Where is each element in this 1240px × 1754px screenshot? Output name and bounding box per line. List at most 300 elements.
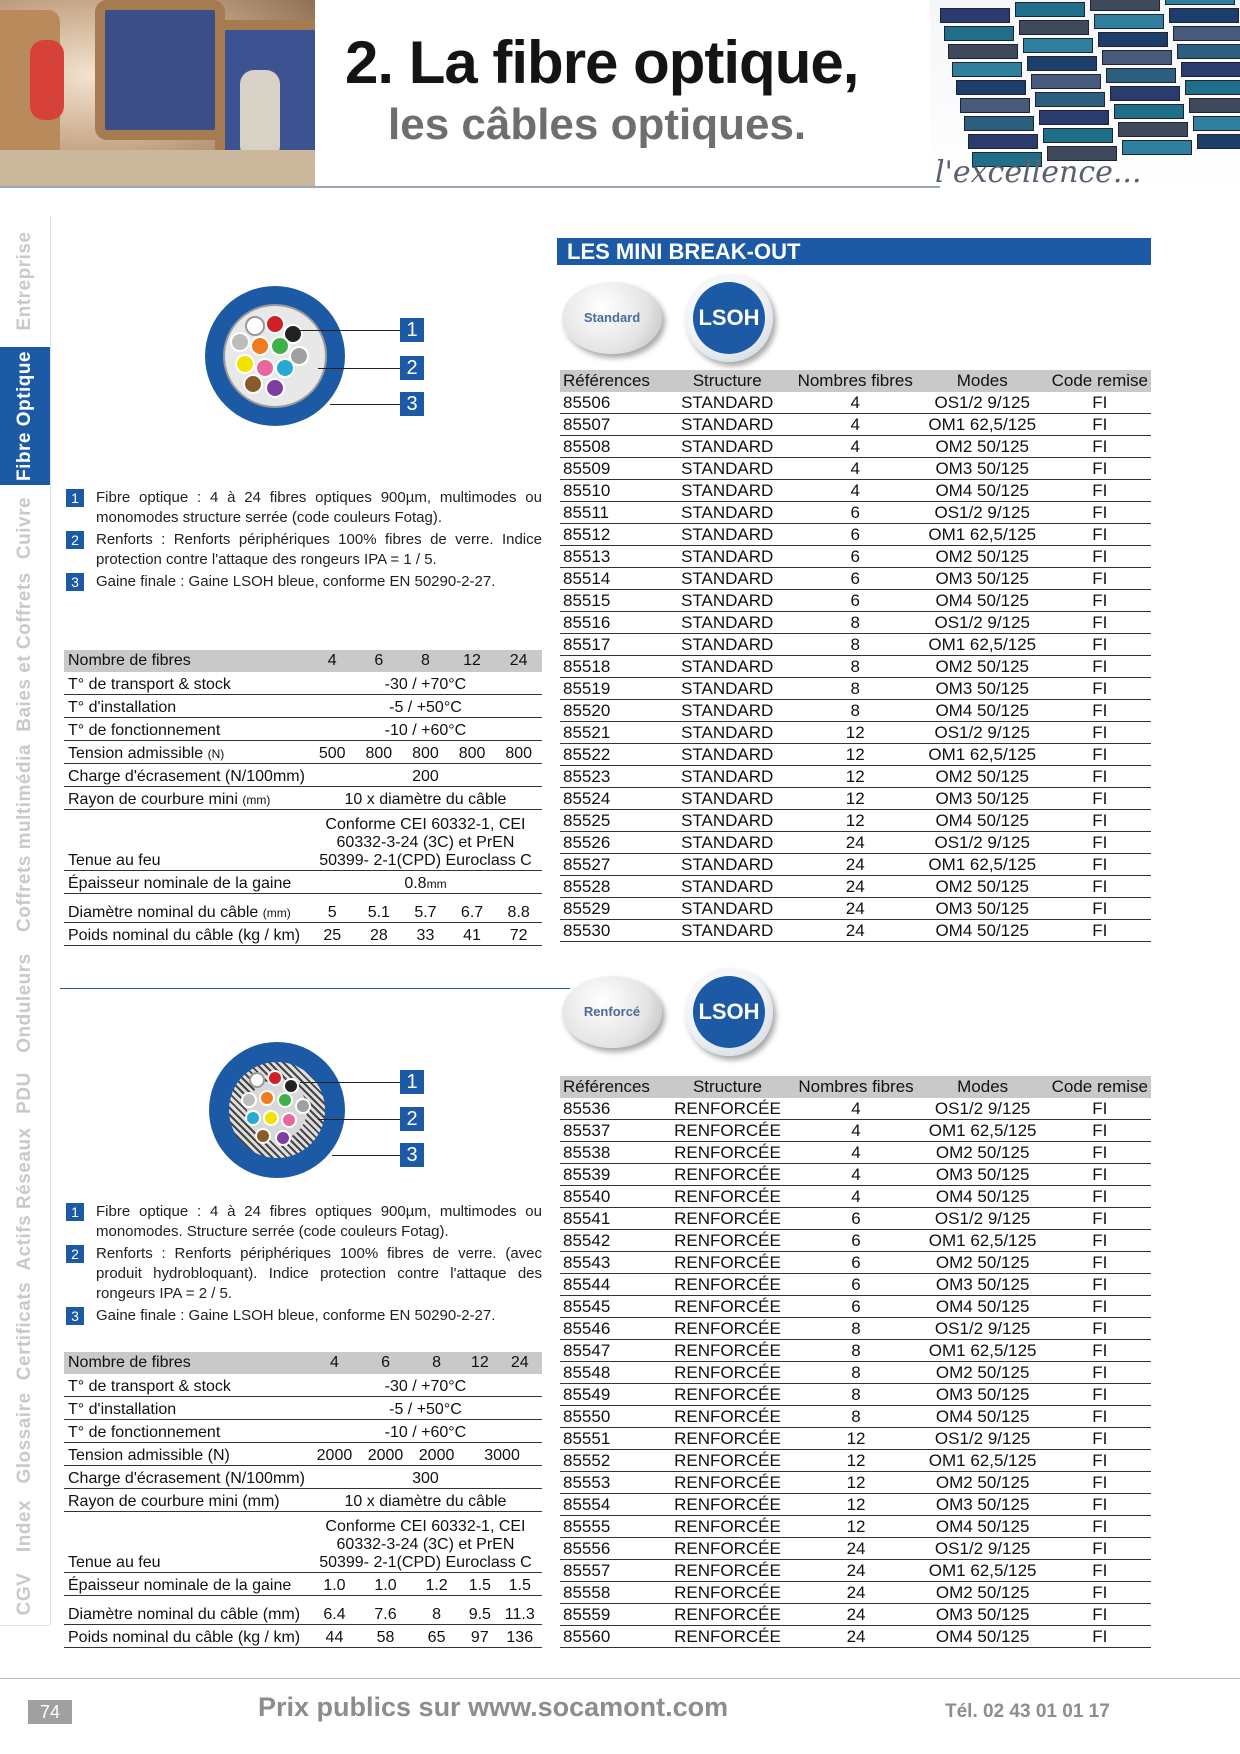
table-cell: OM2 50/125 xyxy=(917,1472,1049,1494)
table-cell: FI xyxy=(1049,656,1151,678)
sidebar-item-index[interactable]: Index xyxy=(0,1489,50,1563)
table-cell: STANDARD xyxy=(660,810,795,832)
rack-panel xyxy=(964,116,1034,131)
table-cell: OM4 50/125 xyxy=(917,1516,1049,1538)
sidebar-item-onduleurs[interactable]: Onduleurs xyxy=(0,943,50,1064)
table-cell: 12 xyxy=(795,810,916,832)
table-row xyxy=(560,1120,1151,1142)
table-row xyxy=(560,612,1151,634)
table-cell: RENFORCÉE xyxy=(660,1582,796,1604)
table-cell: 24 xyxy=(795,876,916,898)
table-cell: OM4 50/125 xyxy=(917,1626,1049,1648)
table-cell: 85525 xyxy=(560,810,660,832)
table-cell: RENFORCÉE xyxy=(660,1098,796,1120)
rack-panel xyxy=(1027,56,1097,71)
table-cell: 85558 xyxy=(560,1582,660,1604)
spec-row: Rayon de courbure mini (mm) 10 x diamètre du câble xyxy=(64,1489,542,1512)
table-cell: 12 xyxy=(795,1494,916,1516)
table-cell: 12 xyxy=(795,788,916,810)
table-row xyxy=(560,1428,1151,1450)
table-row xyxy=(560,1208,1151,1230)
cable-cross-section-renforcee xyxy=(209,1042,345,1178)
table-cell: 24 xyxy=(795,1582,916,1604)
table-cell: STANDARD xyxy=(660,854,795,876)
table-cell: 8 xyxy=(795,700,916,722)
table-cell: 85559 xyxy=(560,1604,660,1626)
table-cell: STANDARD xyxy=(660,700,795,722)
footer-website[interactable]: Prix publics sur www.socamont.com xyxy=(258,1692,729,1722)
table-cell: OM4 50/125 xyxy=(916,920,1049,942)
table-cell: RENFORCÉE xyxy=(660,1318,796,1340)
table-cell: 12 xyxy=(795,722,916,744)
table-cell: 85512 xyxy=(560,524,660,546)
table-cell: 85520 xyxy=(560,700,660,722)
spec-table-renforcee xyxy=(64,1352,542,1648)
table-cell: OM2 50/125 xyxy=(916,766,1049,788)
table-cell: FI xyxy=(1049,1604,1151,1626)
table-row xyxy=(560,1230,1151,1252)
table-cell: FI xyxy=(1049,1450,1151,1472)
rack-panel xyxy=(940,8,1010,23)
callout-2: 2 xyxy=(400,356,424,380)
table-cell: 8 xyxy=(795,1318,916,1340)
table-cell: FI xyxy=(1049,788,1151,810)
table-cell: OM1 62,5/125 xyxy=(917,1450,1049,1472)
table-cell: 8 xyxy=(795,656,916,678)
table-cell: FI xyxy=(1049,898,1151,920)
rack-panel xyxy=(1169,8,1239,23)
spec-row: T° de fonctionnement -10 / +60°C xyxy=(64,718,542,741)
table-cell: FI xyxy=(1049,1230,1151,1252)
table-row xyxy=(560,1494,1151,1516)
legend-item: 1 Fibre optique : 4 à 24 fibres optiques 900µm, multimodes ou monomodes. Structure serrée (code couleurs Fotag). xyxy=(66,1202,542,1242)
table-cell: 85549 xyxy=(560,1384,660,1406)
table-row xyxy=(560,1560,1151,1582)
footer-phone: Tél. 02 43 01 01 17 xyxy=(945,1701,1110,1722)
table-cell: FI xyxy=(1049,1626,1151,1648)
table-cell: OM2 50/125 xyxy=(916,656,1049,678)
table-cell: OM4 50/125 xyxy=(917,1406,1049,1428)
header-divider xyxy=(0,186,940,188)
spec-row: Tension admissible (N) 500 800 800 800 800 xyxy=(64,741,542,764)
legend-item: 2 Renforts : Renforts périphériques 100% fibres de verre. Indice protection contre l'attaque des rongeurs IPA = 1 / 5. xyxy=(66,530,542,570)
table-cell: RENFORCÉE xyxy=(660,1362,796,1384)
table-cell: 6 xyxy=(795,546,916,568)
table-cell: OM3 50/125 xyxy=(917,1274,1049,1296)
table-header-row: Références Structure Nombres fibres Modes Code remise xyxy=(560,1076,1151,1098)
table-cell: FI xyxy=(1049,1560,1151,1582)
table-cell: 12 xyxy=(795,1472,916,1494)
table-cell: 6 xyxy=(795,1296,916,1318)
table-row xyxy=(560,1252,1151,1274)
rack-panel xyxy=(1098,32,1168,47)
table-cell: STANDARD xyxy=(660,634,795,656)
table-cell: FI xyxy=(1049,744,1151,766)
sidebar-item-actifs-reseaux[interactable]: Actifs Réseaux xyxy=(0,1123,50,1276)
rack-panel xyxy=(960,98,1030,113)
table-cell: 85542 xyxy=(560,1230,660,1252)
rack-panel xyxy=(1090,0,1160,11)
table-row xyxy=(560,1362,1151,1384)
table-cell: RENFORCÉE xyxy=(660,1296,796,1318)
table-cell: FI xyxy=(1049,876,1151,898)
spec-row: Épaisseur nominale de la gaine 0.8mm xyxy=(64,871,542,894)
table-cell: STANDARD xyxy=(660,920,795,942)
table-cell: RENFORCÉE xyxy=(660,1230,796,1252)
table-cell: STANDARD xyxy=(660,458,795,480)
callout-1: 1 xyxy=(400,1070,424,1094)
header-tagline: l'excellence... xyxy=(935,155,1142,190)
table-cell: OM3 50/125 xyxy=(917,1164,1049,1186)
spec-row: Tension admissible (N) 2000 2000 2000 3000 xyxy=(64,1443,542,1466)
page-number: 74 xyxy=(28,1700,72,1724)
rack-panel xyxy=(948,44,1018,59)
table-cell: 85514 xyxy=(560,568,660,590)
table-cell: STANDARD xyxy=(660,480,795,502)
spec-row: Rayon de courbure mini (mm) 10 x diamètre du câble xyxy=(64,787,542,810)
table-cell: 85527 xyxy=(560,854,660,876)
rack-panel xyxy=(1185,80,1240,95)
table-cell: 85511 xyxy=(560,502,660,524)
table-cell: RENFORCÉE xyxy=(660,1274,796,1296)
table-cell: RENFORCÉE xyxy=(660,1516,796,1538)
table-cell: STANDARD xyxy=(660,744,795,766)
table-cell: FI xyxy=(1049,1362,1151,1384)
table-cell: FI xyxy=(1049,1538,1151,1560)
rack-panel xyxy=(1035,92,1105,107)
table-row xyxy=(560,1450,1151,1472)
table-row xyxy=(560,1384,1151,1406)
table-cell: 24 xyxy=(795,1560,916,1582)
table-cell: OS1/2 9/125 xyxy=(917,1538,1049,1560)
table-cell: FI xyxy=(1049,414,1151,436)
table-cell: STANDARD xyxy=(660,436,795,458)
table-row xyxy=(560,678,1151,700)
table-row xyxy=(560,854,1151,876)
table-cell: STANDARD xyxy=(660,722,795,744)
rack-panel xyxy=(1019,20,1089,35)
table-cell: FI xyxy=(1049,1142,1151,1164)
table-cell: OS1/2 9/125 xyxy=(916,832,1049,854)
spec-row: Poids nominal du câble (kg / km) 44 58 65 97 136 xyxy=(64,1625,542,1648)
table-row xyxy=(560,502,1151,524)
table-cell: 85550 xyxy=(560,1406,660,1428)
table-cell: 12 xyxy=(795,1450,916,1472)
table-cell: OM1 62,5/125 xyxy=(917,1230,1049,1252)
table-cell: 6 xyxy=(795,568,916,590)
table-cell: OM4 50/125 xyxy=(917,1186,1049,1208)
table-row xyxy=(560,1604,1151,1626)
rack-panel xyxy=(1094,14,1164,29)
table-cell: STANDARD xyxy=(660,546,795,568)
table-cell: RENFORCÉE xyxy=(660,1406,796,1428)
table-cell: FI xyxy=(1049,1406,1151,1428)
table-cell: 6 xyxy=(795,1252,916,1274)
rack-panel xyxy=(1181,62,1240,77)
table-cell: RENFORCÉE xyxy=(660,1120,796,1142)
table-row xyxy=(560,1516,1151,1538)
table-cell: 85530 xyxy=(560,920,660,942)
table-cell: 85556 xyxy=(560,1538,660,1560)
table-cell: STANDARD xyxy=(660,568,795,590)
table-cell: OM1 62,5/125 xyxy=(916,524,1049,546)
table-cell: FI xyxy=(1049,1428,1151,1450)
table-cell: STANDARD xyxy=(660,502,795,524)
table-cell: FI xyxy=(1049,502,1151,524)
table-cell: FI xyxy=(1049,722,1151,744)
table-cell: RENFORCÉE xyxy=(660,1208,796,1230)
table-cell: 85513 xyxy=(560,546,660,568)
table-cell: FI xyxy=(1049,1208,1151,1230)
table-header-row: Références Structure Nombres fibres Modes Code remise xyxy=(560,370,1151,392)
table-cell: 6 xyxy=(795,1274,916,1296)
spec-row: T° de fonctionnement -10 / +60°C xyxy=(64,1420,542,1443)
table-cell: 12 xyxy=(795,1516,916,1538)
spec-row: Poids nominal du câble (kg / km) 25 28 33 41 72 xyxy=(64,923,542,946)
table-cell: 6 xyxy=(795,1208,916,1230)
table-cell: 85557 xyxy=(560,1560,660,1582)
table-cell: FI xyxy=(1049,612,1151,634)
reference-table-renforcee xyxy=(560,1076,1151,1648)
table-cell: 85541 xyxy=(560,1208,660,1230)
reference-table-standard xyxy=(560,370,1151,942)
table-cell: FI xyxy=(1049,568,1151,590)
table-cell: OS1/2 9/125 xyxy=(917,1098,1049,1120)
table-cell: FI xyxy=(1049,1164,1151,1186)
table-cell: 4 xyxy=(795,458,916,480)
sidebar-item-cgv[interactable]: CGV xyxy=(0,1562,50,1626)
table-row xyxy=(560,1186,1151,1208)
table-cell: FI xyxy=(1049,920,1151,942)
rack-panel xyxy=(1118,122,1188,137)
lsoh-badge: LSOH xyxy=(685,274,773,362)
table-cell: FI xyxy=(1049,1120,1151,1142)
sidebar-item-fibre-optique[interactable]: Fibre Optique xyxy=(0,347,50,486)
rack-panel xyxy=(1031,74,1101,89)
renforce-badge: Renforcé xyxy=(562,976,662,1048)
table-cell: 85560 xyxy=(560,1626,660,1648)
table-cell: 85526 xyxy=(560,832,660,854)
table-row xyxy=(560,832,1151,854)
spec-header-row: Nombre de fibres 4 6 8 12 24 xyxy=(64,1352,542,1374)
table-cell: FI xyxy=(1049,1318,1151,1340)
section-title: LES MINI BREAK-OUT xyxy=(557,238,1151,265)
table-row xyxy=(560,766,1151,788)
table-cell: OM2 50/125 xyxy=(917,1252,1049,1274)
sidebar-item-glossaire[interactable]: Glossaire xyxy=(0,1387,50,1490)
table-cell: 85547 xyxy=(560,1340,660,1362)
table-cell: STANDARD xyxy=(660,788,795,810)
sidebar-item-coffrets-multimedia[interactable]: Coffrets multimédia xyxy=(0,733,50,944)
table-cell: 6 xyxy=(795,590,916,612)
table-row xyxy=(560,1274,1151,1296)
table-cell: OS1/2 9/125 xyxy=(917,1428,1049,1450)
table-cell: 8 xyxy=(795,1406,916,1428)
spec-row: Tenue au feu Conforme CEI 60332-1, CEI 60332-3-24 (3C) et PrEN 50399- 2-1(CPD) Euroclass C xyxy=(64,1512,542,1573)
table-cell: 6 xyxy=(795,502,916,524)
table-cell: RENFORCÉE xyxy=(660,1538,796,1560)
table-cell: 85543 xyxy=(560,1252,660,1274)
sidebar-item-certificats[interactable]: Certificats xyxy=(0,1275,50,1388)
table-cell: OM3 50/125 xyxy=(917,1604,1049,1626)
spec-row: Diamètre nominal du câble (mm) 6.4 7.6 8 9.5 11.3 xyxy=(64,1596,542,1625)
table-row xyxy=(560,1626,1151,1648)
spec-row: Charge d'écrasement (N/100mm) 300 xyxy=(64,1466,542,1489)
table-row xyxy=(560,634,1151,656)
sidebar-item-pdu[interactable]: PDU xyxy=(0,1063,50,1124)
table-cell: 8 xyxy=(795,1384,916,1406)
table-cell: RENFORCÉE xyxy=(660,1142,796,1164)
rack-panel xyxy=(952,62,1022,77)
table-cell: OM2 50/125 xyxy=(916,436,1049,458)
table-cell: OS1/2 9/125 xyxy=(916,392,1049,414)
table-cell: 4 xyxy=(795,414,916,436)
page-subtitle: les câbles optiques. xyxy=(388,100,807,149)
table-cell: STANDARD xyxy=(660,766,795,788)
table-cell: 85522 xyxy=(560,744,660,766)
table-cell: RENFORCÉE xyxy=(660,1626,796,1648)
table-cell: 8 xyxy=(795,612,916,634)
table-cell: OM3 50/125 xyxy=(917,1384,1049,1406)
table-cell: FI xyxy=(1049,810,1151,832)
table-cell: 85554 xyxy=(560,1494,660,1516)
legend-item: 3 Gaine finale : Gaine LSOH bleue, conforme EN 50290-2-27. xyxy=(66,572,542,592)
table-cell: OM4 50/125 xyxy=(916,590,1049,612)
table-cell: 4 xyxy=(795,392,916,414)
cable-legend-standard xyxy=(66,488,542,594)
callout-leader xyxy=(295,330,400,331)
table-cell: 85552 xyxy=(560,1450,660,1472)
table-row xyxy=(560,1318,1151,1340)
table-cell: 85521 xyxy=(560,722,660,744)
table-cell: OM2 50/125 xyxy=(917,1142,1049,1164)
table-cell: 85546 xyxy=(560,1318,660,1340)
table-row xyxy=(560,876,1151,898)
spec-row: T° de transport & stock -30 / +70°C xyxy=(64,1374,542,1397)
table-cell: FI xyxy=(1049,590,1151,612)
table-cell: FI xyxy=(1049,1340,1151,1362)
table-cell: 24 xyxy=(795,1604,916,1626)
cable-legend-renforcee xyxy=(66,1202,542,1328)
table-cell: 85524 xyxy=(560,788,660,810)
table-cell: 24 xyxy=(795,1626,916,1648)
table-cell: FI xyxy=(1049,524,1151,546)
table-cell: 85538 xyxy=(560,1142,660,1164)
table-cell: 4 xyxy=(795,436,916,458)
rack-panel xyxy=(1043,128,1113,143)
callout-leader xyxy=(330,404,400,405)
table-cell: RENFORCÉE xyxy=(660,1340,796,1362)
rack-panel xyxy=(1106,68,1176,83)
table-cell: FI xyxy=(1049,700,1151,722)
table-row xyxy=(560,788,1151,810)
table-cell: 85528 xyxy=(560,876,660,898)
rack-panel xyxy=(1193,116,1240,131)
table-cell: RENFORCÉE xyxy=(660,1560,796,1582)
table-cell: OM1 62,5/125 xyxy=(916,414,1049,436)
table-cell: 6 xyxy=(795,524,916,546)
table-cell: FI xyxy=(1049,854,1151,876)
rack-panel xyxy=(1122,140,1192,155)
spec-header-row: Nombre de fibres 4 6 8 12 24 xyxy=(64,650,542,672)
callout-2: 2 xyxy=(400,1107,424,1131)
table-row xyxy=(560,1472,1151,1494)
rack-panel xyxy=(944,26,1014,41)
table-row xyxy=(560,568,1151,590)
rack-panel xyxy=(956,80,1026,95)
table-cell: 85510 xyxy=(560,480,660,502)
table-cell: FI xyxy=(1049,1186,1151,1208)
table-cell: RENFORCÉE xyxy=(660,1604,796,1626)
rack-panel xyxy=(1173,26,1240,41)
table-cell: 24 xyxy=(795,854,916,876)
table-row xyxy=(560,700,1151,722)
table-cell: OM2 50/125 xyxy=(916,876,1049,898)
table-cell: 85553 xyxy=(560,1472,660,1494)
table-row xyxy=(560,656,1151,678)
spec-table-standard xyxy=(64,650,542,946)
table-cell: 85506 xyxy=(560,392,660,414)
spec-row: Tenue au feu Conforme CEI 60332-1, CEI 60332-3-24 (3C) et PrEN 50399- 2-1(CPD) Euroclass C xyxy=(64,810,542,871)
table-cell: 4 xyxy=(795,1142,916,1164)
table-cell: 4 xyxy=(795,1164,916,1186)
table-cell: OS1/2 9/125 xyxy=(916,502,1049,524)
rack-panel xyxy=(1023,38,1093,53)
rack-panel xyxy=(1189,98,1240,113)
table-cell: RENFORCÉE xyxy=(660,1428,796,1450)
table-row xyxy=(560,1164,1151,1186)
table-cell: FI xyxy=(1049,766,1151,788)
standard-badge: Standard xyxy=(562,282,662,354)
table-cell: 85544 xyxy=(560,1274,660,1296)
table-row xyxy=(560,524,1151,546)
table-row xyxy=(560,546,1151,568)
table-cell: FI xyxy=(1049,1384,1151,1406)
table-cell: FI xyxy=(1049,1516,1151,1538)
table-cell: OM4 50/125 xyxy=(916,480,1049,502)
sidebar-item-cuivre[interactable]: Cuivre xyxy=(0,485,50,571)
table-cell: OM2 50/125 xyxy=(916,546,1049,568)
table-row xyxy=(560,920,1151,942)
table-cell: OM4 50/125 xyxy=(916,700,1049,722)
table-cell: 85507 xyxy=(560,414,660,436)
callout-1: 1 xyxy=(400,318,424,342)
page-title: 2. La fibre optique, xyxy=(345,29,859,96)
table-cell: OM3 50/125 xyxy=(916,788,1049,810)
table-row xyxy=(560,898,1151,920)
table-cell: FI xyxy=(1049,1472,1151,1494)
sidebar-item-entreprise[interactable]: Entreprise xyxy=(0,215,50,348)
table-cell: 85539 xyxy=(560,1164,660,1186)
rack-panel xyxy=(1197,134,1240,149)
table-cell: FI xyxy=(1049,1296,1151,1318)
sidebar-item-baies-et-coffrets[interactable]: Baies et Coffrets xyxy=(0,570,50,734)
rack-panel xyxy=(1165,0,1235,5)
table-cell: 24 xyxy=(795,832,916,854)
table-cell: RENFORCÉE xyxy=(660,1384,796,1406)
table-cell: FI xyxy=(1049,1274,1151,1296)
spec-row: Épaisseur nominale de la gaine 1.0 1.0 1.2 1.5 1.5 xyxy=(64,1573,542,1596)
table-cell: FI xyxy=(1049,1494,1151,1516)
table-row xyxy=(560,1098,1151,1120)
spec-row: Diamètre nominal du câble (mm) 5 5.1 5.7 6.7 8.8 xyxy=(64,894,542,923)
table-row xyxy=(560,1538,1151,1560)
table-cell: 85551 xyxy=(560,1428,660,1450)
table-cell: OM1 62,5/125 xyxy=(916,854,1049,876)
table-cell: FI xyxy=(1049,634,1151,656)
table-cell: 8 xyxy=(795,634,916,656)
table-cell: 85529 xyxy=(560,898,660,920)
